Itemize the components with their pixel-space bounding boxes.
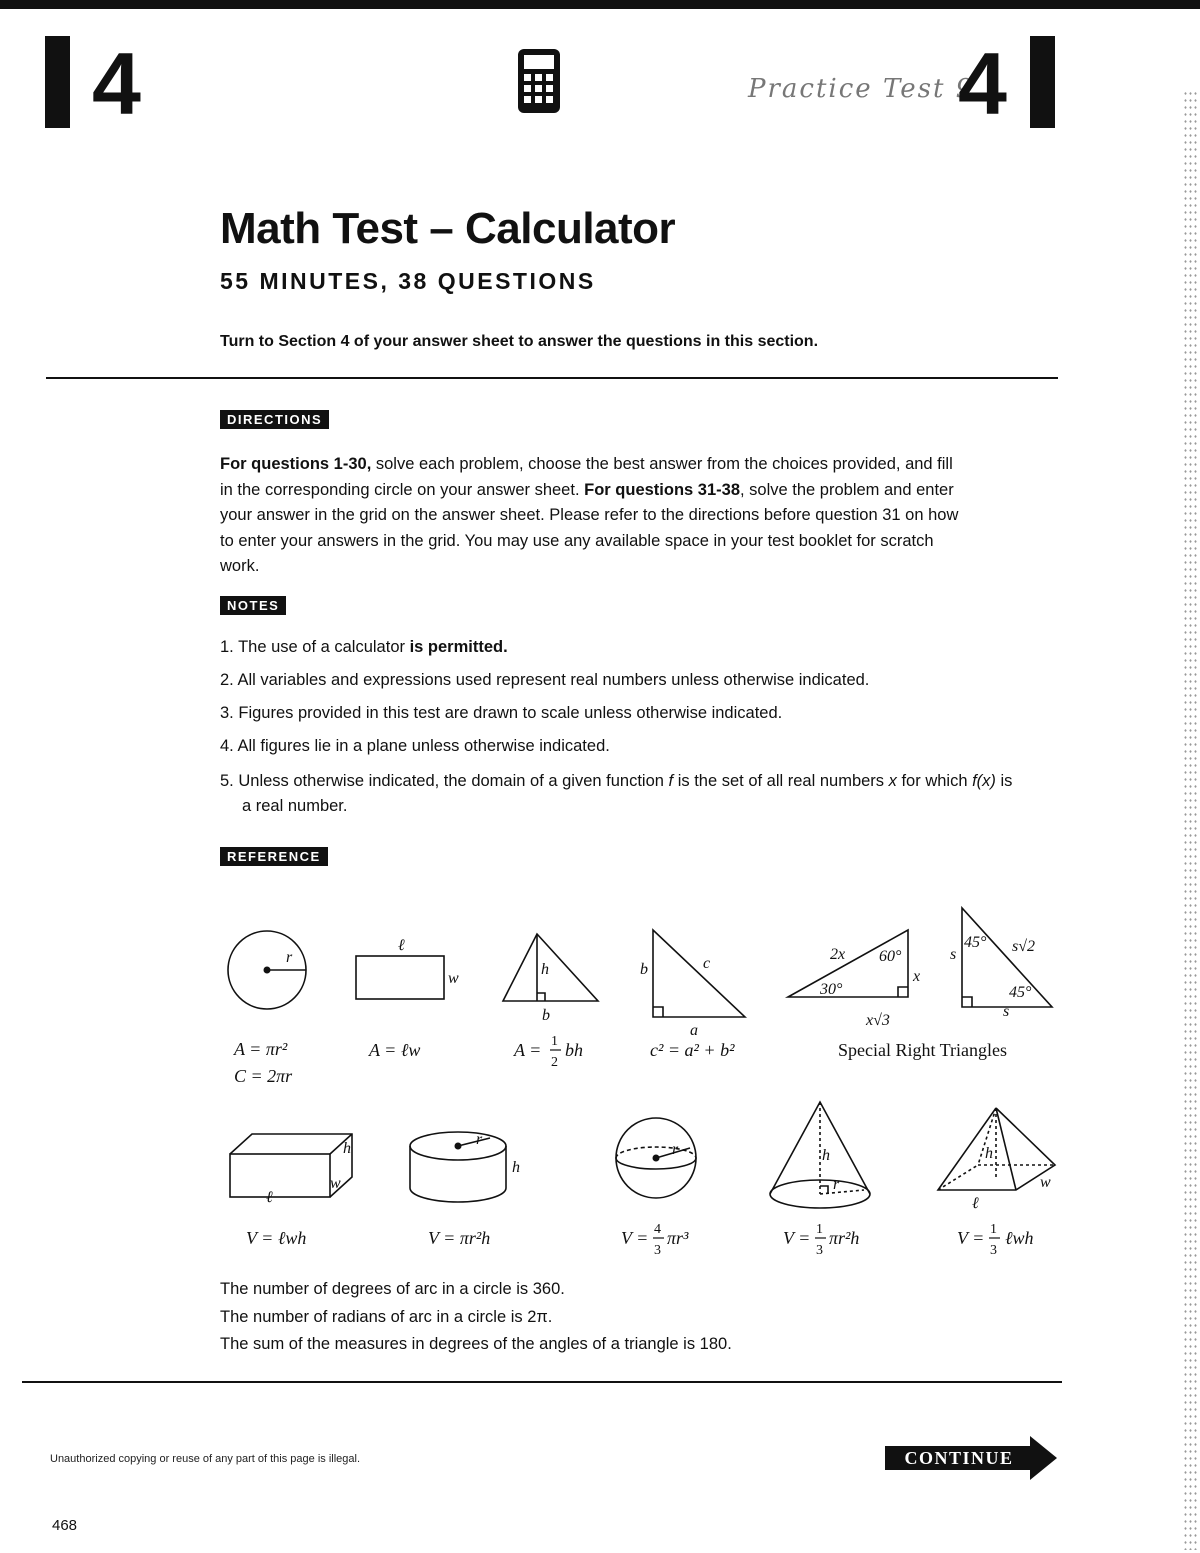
svg-text:V =: V =: [783, 1228, 811, 1248]
note-item: 5. Unless otherwise indicated, the domain of a given function f is the set of all real numbers x for which f(x) is a real number.: [220, 772, 1013, 815]
note-item: 1. The use of a calculator is permitted.: [220, 638, 508, 656]
svg-text:x: x: [913, 968, 921, 985]
svg-text:V =: V =: [621, 1228, 649, 1248]
svg-text:2: 2: [551, 1055, 558, 1070]
svg-text:r: r: [672, 1141, 679, 1158]
instruction-text: Turn to Section 4 of your answer sheet to answer the questions in this section.: [220, 333, 819, 350]
reference-figures: [0, 890, 1100, 1270]
continue-arrow[interactable]: [885, 1436, 1060, 1485]
svg-text:3: 3: [990, 1243, 997, 1258]
reference-facts: [220, 1276, 732, 1359]
svg-text:b: b: [542, 1007, 550, 1024]
svg-text:C = 2πr: C = 2πr: [234, 1066, 293, 1086]
svg-text:3: 3: [654, 1243, 661, 1258]
svg-text:c: c: [703, 955, 711, 972]
svg-text:x√3: x√3: [866, 1012, 890, 1029]
handwritten-note: Practice Test 9: [748, 74, 975, 104]
svg-text:3: 3: [816, 1243, 823, 1258]
divider-bottom: [22, 1381, 1062, 1383]
svg-text:h: h: [512, 1159, 520, 1176]
svg-text:πr³: πr³: [667, 1228, 689, 1248]
page-number: 468: [52, 1517, 78, 1534]
triangle-figure: [503, 934, 598, 1001]
top-border: [0, 0, 1200, 9]
divider-top: [46, 377, 1058, 379]
svg-text:ℓwh: ℓwh: [1005, 1228, 1034, 1248]
section-marker-right: [1030, 36, 1055, 128]
note-item: 2. All variables and expressions used represent real numbers unless otherwise indicated.: [220, 671, 870, 689]
right-triangle-figure: [653, 930, 745, 1017]
notes-label: NOTES: [220, 596, 286, 615]
svg-text:r: r: [476, 1131, 483, 1148]
svg-text:w: w: [330, 1175, 341, 1192]
fact-line: The number of degrees of arc in a circle is 360.: [220, 1280, 565, 1298]
svg-text:ℓ: ℓ: [266, 1189, 273, 1206]
fact-line: The sum of the measures in degrees of the angles of a triangle is 180.: [220, 1335, 732, 1353]
notes-list: [220, 635, 1020, 827]
svg-text:w: w: [448, 970, 459, 987]
legal-notice: Unauthorized copying or reuse of any part of this page is illegal.: [50, 1453, 361, 1465]
rectangle-figure: [356, 956, 444, 999]
svg-text:c² = a² + b²: c² = a² + b²: [650, 1040, 735, 1060]
svg-text:r: r: [833, 1176, 840, 1193]
reference-label: REFERENCE: [220, 847, 328, 866]
svg-text:2x: 2x: [830, 946, 846, 963]
svg-text:30°: 30°: [820, 981, 843, 998]
svg-text:1: 1: [816, 1222, 823, 1237]
svg-text:r: r: [286, 949, 293, 966]
section-marker-left: [45, 36, 70, 128]
svg-text:A =: A =: [514, 1040, 542, 1060]
svg-text:Special Right Triangles: Special Right Triangles: [838, 1040, 1008, 1060]
directions-label: DIRECTIONS: [220, 410, 329, 429]
svg-text:b: b: [640, 961, 648, 978]
svg-text:4: 4: [654, 1222, 661, 1237]
section-number-left: 4: [92, 34, 141, 133]
note-item: 4. All figures lie in a plane unless otherwise indicated.: [220, 737, 610, 755]
svg-text:45°: 45°: [1009, 984, 1032, 1001]
svg-text:s: s: [950, 946, 957, 963]
svg-text:s: s: [1003, 1003, 1010, 1020]
svg-text:h: h: [985, 1145, 993, 1162]
svg-text:s√2: s√2: [1012, 938, 1036, 955]
svg-text:1: 1: [990, 1222, 997, 1237]
svg-text:w: w: [1040, 1174, 1051, 1191]
svg-text:V = πr²h: V = πr²h: [428, 1228, 491, 1248]
note-item: 3. Figures provided in this test are drawn to scale unless otherwise indicated.: [220, 704, 783, 722]
continue-label: CONTINUE: [904, 1448, 1014, 1468]
section-number-right: 4: [958, 34, 1007, 133]
svg-text:h: h: [822, 1147, 830, 1164]
svg-text:h: h: [343, 1140, 351, 1157]
svg-text:ℓ: ℓ: [972, 1195, 979, 1212]
svg-text:A = πr²: A = πr²: [234, 1039, 288, 1059]
page-subtitle: 55 MINUTES, 38 QUESTIONS: [220, 268, 596, 294]
page-title: Math Test – Calculator: [220, 204, 676, 253]
svg-text:h: h: [541, 961, 549, 978]
svg-text:A = ℓw: A = ℓw: [369, 1040, 421, 1060]
binding-perforation: [1183, 90, 1197, 1550]
pyramid-figure: [938, 1108, 1055, 1190]
svg-text:45°: 45°: [964, 934, 987, 951]
triangle-45-45-90: [962, 908, 1052, 1007]
svg-text:a: a: [690, 1022, 698, 1039]
svg-text:V = ℓwh: V = ℓwh: [246, 1228, 307, 1248]
svg-text:πr²h: πr²h: [829, 1228, 860, 1248]
cone-figure: [770, 1102, 870, 1208]
svg-text:ℓ: ℓ: [398, 937, 405, 954]
svg-text:60°: 60°: [879, 948, 902, 965]
svg-text:V =: V =: [957, 1228, 985, 1248]
fact-line: The number of radians of arc in a circle is 2π.: [220, 1307, 553, 1326]
svg-text:bh: bh: [565, 1040, 583, 1060]
svg-text:1: 1: [551, 1034, 558, 1049]
calculator-icon: [517, 48, 561, 119]
directions-text: For questions 1-30, solve each problem, choose the best answer from the choices provided, and fill in the corresponding circle on your answer sheet. For questions 31-38, solve the problem and enter your answer in the grid on the answer sheet. Please refer to the directions before question 31 on how to enter your answers in the grid. You may use any available space in your test booklet for scratch work.: [220, 455, 959, 575]
